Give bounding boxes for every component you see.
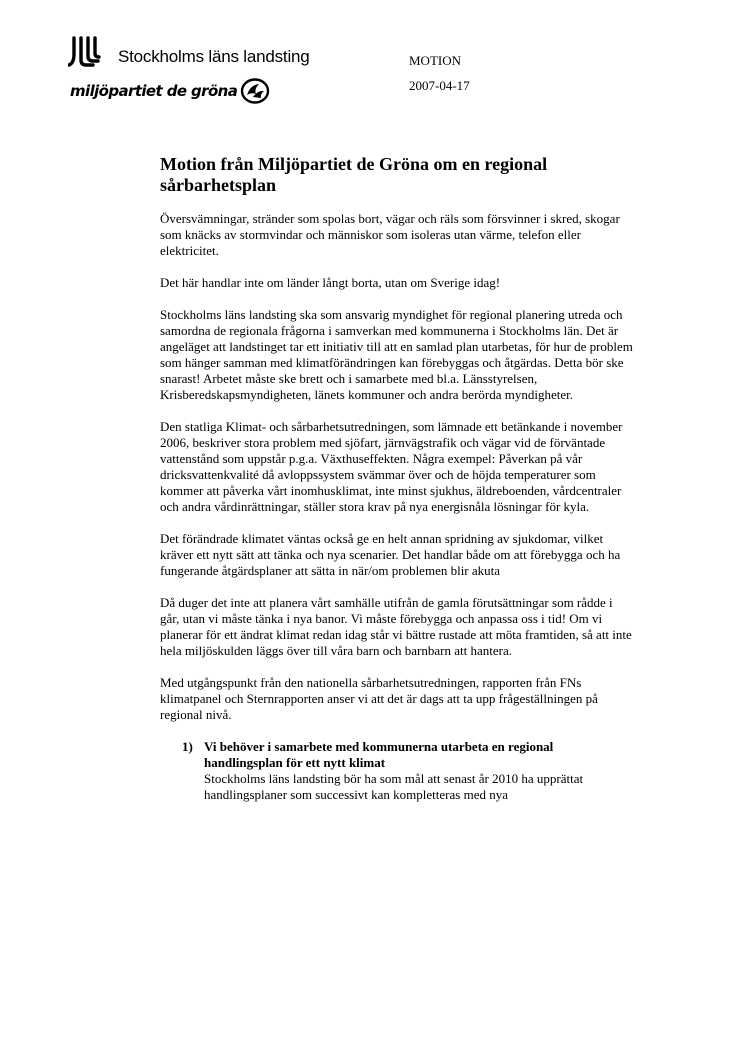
list-item-title: Vi behöver i samarbete med kommunerna utarbeta en regional handlingsplan för ett nytt klimat	[204, 739, 554, 770]
document-date: 2007-04-17	[409, 78, 470, 93]
list-item	[160, 739, 635, 803]
document-title: Motion från Miljöpartiet de Gröna om en regional sårbarhetsplan	[160, 154, 548, 195]
paragraph: Med utgångspunkt från den nationella sårbarhetsutredningen, rapporten från FNs klimatpanel och Sternrapporten anser vi att det är dags att ta upp frågeställningen på regional nivå.	[160, 675, 598, 722]
paragraph: Stockholms läns landsting ska som ansvarig myndighet för regional planering utreda och samordna de regionala frågorna i samverkan med kommunerna i Stockholms län. Det är angeläget att landstinget tar ett initiativ till att en samlad plan utarbetas, för hur de problem som hänger samman med klimatförändringen kan förebyggas och åtgärdas. Detta bör ske snarast! Arbetet måste ske brett och i samarbete med bl.a. Länsstyrelsen, Krisberedskapsmyndigheten, länets kommuner och andra berörda myndigheter.	[160, 307, 633, 402]
list-item-text: Stockholms läns landsting bör ha som mål att senast år 2010 ha upprättat handlingsplaner som successivt kan kompletteras med nya	[204, 771, 584, 802]
list-item-number: 1)	[182, 739, 193, 754]
paragraph: Det förändrade klimatet väntas också ge en helt annan spridning av sjukdomar, vilket kräver ett nytt sätt att tänka och nya scenarier. Det handlar både om att förebygga och ha fungerande åtgärdsplaner att sätta in när/om problemen blir akuta	[160, 531, 621, 578]
document-body	[160, 154, 635, 803]
paragraph: Då duger det inte att planera vårt samhälle utifrån de gamla förutsättningar som rådde i går, utan vi måste tänka i nya banor. Vi måste förebygga och anpassa oss i tid! Om vi planerar för ett ändrat klimat redan idag står vi bättre rustade att möta framtiden, så att inte hela miljöskulden läggs över till våra barn och barnbarn att hantera.	[160, 595, 632, 658]
sll-logo	[68, 36, 310, 68]
sll-logo-mark-icon	[68, 36, 112, 68]
org-name: Stockholms läns landsting	[118, 47, 310, 66]
paragraph: Den statliga Klimat- och sårbarhetsutredningen, som lämnade ett betänkande i november 2006, beskriver stora problem med sjöfart, järnvägstrafik och vägar vid de förväntade vattenstånd som uppstår p.g.a. Växthuseffekten. Några exempel: Påverkan på vår dricksvattenkvalité då avloppssystem svämmar över och de höjda temperaturer som kommer att påverka vårt inomhusklimat, inte minst sjukhus, äldreboenden, vårdcentraler och andra vårdinrättningar, ställer stora krav på nya energisnåla lösningar för kyla.	[160, 419, 623, 514]
paragraph: Översvämningar, stränder som spolas bort, vägar och räls som försvinner i skred, skogar som knäcks av stormvindar och människor som isoleras utan värme, telefon eller elektricitet.	[160, 211, 620, 258]
party-name: miljöpartiet de gröna	[70, 82, 238, 100]
paragraph: Det här handlar inte om länder långt borta, utan om Sverige idag!	[160, 275, 501, 290]
proposal-list	[160, 739, 635, 803]
mp-logo	[70, 78, 270, 104]
dandelion-logo-icon	[240, 78, 270, 104]
document-type: MOTION	[409, 53, 461, 68]
